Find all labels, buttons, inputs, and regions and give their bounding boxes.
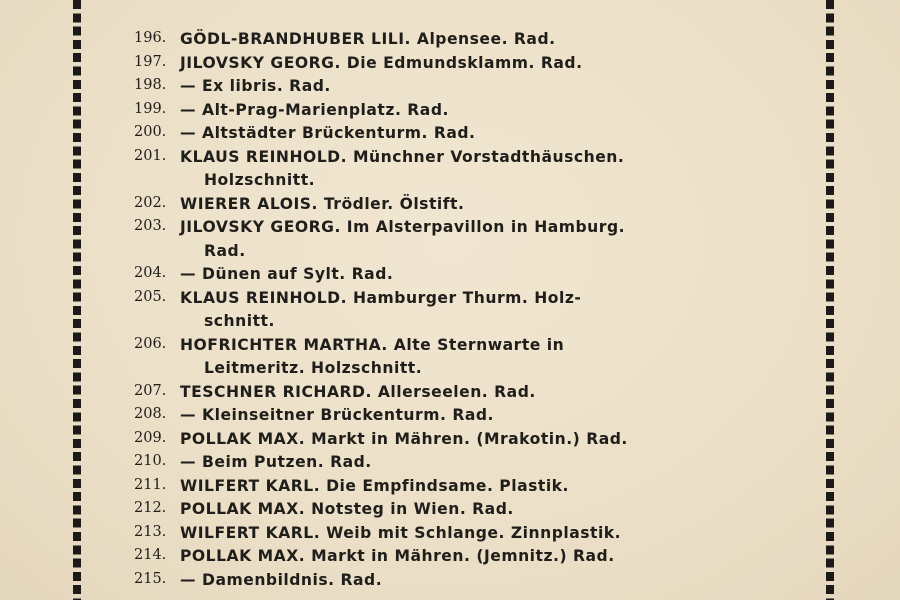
entry-line: — Alt-Prag-Marienplatz. Rad.: [180, 100, 449, 119]
entry-text: [180, 404, 800, 428]
catalog-entry: [0, 475, 900, 499]
entry-text: [180, 99, 800, 123]
entry-line: HOFRICHTER MARTHA. Alte Sternwarte in: [180, 335, 565, 354]
catalog-entry: [0, 404, 900, 428]
entry-text: [180, 193, 800, 217]
entry-number: 200.: [134, 124, 167, 140]
catalog-entry: [0, 287, 900, 334]
entry-line-continuation: Leitmeritz. Holzschnitt.: [204, 359, 423, 377]
entry-number: 208.: [134, 406, 167, 422]
catalog-entry: [0, 146, 900, 193]
entry-text: [180, 146, 800, 193]
entry-number: 205.: [134, 288, 167, 305]
catalog-entry: [0, 193, 900, 217]
entry-text: [180, 287, 800, 334]
catalog-entry: [0, 522, 900, 546]
catalog-entry: [0, 545, 900, 569]
catalog-entry: [0, 569, 900, 593]
entry-line: POLLAK MAX. Notsteg in Wien. Rad.: [180, 500, 514, 518]
catalog-entry: [0, 99, 900, 123]
catalog-entry: [0, 334, 900, 381]
entry-line: — Kleinseitner Brückenturm. Rad.: [180, 406, 494, 424]
entry-number: 206.: [134, 335, 167, 352]
entry-line: KLAUS REINHOLD. Münchner Vorstadthäuschen.: [180, 147, 625, 166]
catalog-entry: [0, 498, 900, 522]
entry-text: [180, 263, 800, 287]
entry-line: GÖDL-BRANDHUBER LILI. Alpensee. Rad.: [180, 30, 556, 48]
entry-text: [180, 334, 800, 381]
entry-line: — Dünen auf Sylt. Rad.: [180, 265, 394, 283]
entry-number: 202.: [134, 194, 167, 211]
catalog-entry: [0, 28, 900, 52]
catalog-entry: [0, 75, 900, 99]
entry-number: 212.: [134, 500, 167, 516]
entry-number: 198.: [134, 77, 167, 93]
catalog-entry: [0, 428, 900, 452]
entry-text: [180, 75, 800, 99]
entry-line: — Beim Putzen. Rad.: [180, 453, 372, 471]
entry-text: [180, 451, 800, 475]
catalog-entry: [0, 216, 900, 263]
catalog-entry-list: [0, 28, 900, 592]
entry-line: — Damenbildnis. Rad.: [180, 570, 383, 589]
entry-line: WILFERT KARL. Die Empfindsame. Plastik.: [180, 476, 569, 495]
catalog-entry: [0, 451, 900, 475]
entry-number: 209.: [134, 429, 167, 446]
entry-line-continuation: Holzschnitt.: [204, 171, 316, 189]
entry-text: [180, 498, 800, 522]
entry-number: 197.: [134, 53, 167, 70]
entry-number: 211.: [134, 476, 167, 493]
entry-number: 215.: [134, 570, 167, 587]
entry-line-continuation: schnitt.: [204, 312, 275, 330]
entry-line: — Altstädter Brückenturm. Rad.: [180, 124, 476, 142]
entry-number: 196.: [134, 30, 167, 46]
entry-text: [180, 522, 800, 546]
entry-line: JILOVSKY GEORG. Im Alsterpavillon in Hamburg.: [180, 218, 626, 236]
entry-text: [180, 475, 800, 499]
entry-text: [180, 569, 800, 593]
entry-line: WILFERT KARL. Weib mit Schlange. Zinnplastik.: [180, 523, 622, 542]
entry-line: JILOVSKY GEORG. Die Edmundsklamm. Rad.: [180, 53, 583, 72]
entry-number: 199.: [134, 100, 167, 117]
entry-number: 213.: [134, 523, 167, 540]
entry-number: 214.: [134, 547, 167, 563]
entry-line: — Ex libris. Rad.: [180, 77, 331, 95]
catalog-entry: [0, 122, 900, 146]
entry-line: TESCHNER RICHARD. Allerseelen. Rad.: [180, 382, 536, 401]
entry-text: [180, 52, 800, 76]
entry-number: 203.: [134, 218, 167, 234]
entry-text: [180, 545, 800, 569]
entry-line: POLLAK MAX. Markt in Mähren. (Mrakotin.) Rad.: [180, 429, 628, 448]
entry-text: [180, 28, 800, 52]
entry-text: [180, 216, 800, 263]
entry-number: 201.: [134, 147, 167, 164]
catalog-entry: [0, 263, 900, 287]
entry-line: POLLAK MAX. Markt in Mähren. (Jemnitz.) Rad.: [180, 547, 615, 565]
catalog-entry: [0, 381, 900, 405]
entry-text: [180, 122, 800, 146]
entry-number: 210.: [134, 453, 167, 469]
entry-line-continuation: Rad.: [204, 241, 246, 260]
entry-text: [180, 381, 800, 405]
entry-text: [180, 428, 800, 452]
entry-line: KLAUS REINHOLD. Hamburger Thurm. Holz-: [180, 288, 582, 307]
entry-number: 204.: [134, 265, 167, 281]
entry-number: 207.: [134, 382, 167, 399]
catalog-entry: [0, 52, 900, 76]
entry-line: WIERER ALOIS. Trödler. Ölstift.: [180, 194, 465, 213]
